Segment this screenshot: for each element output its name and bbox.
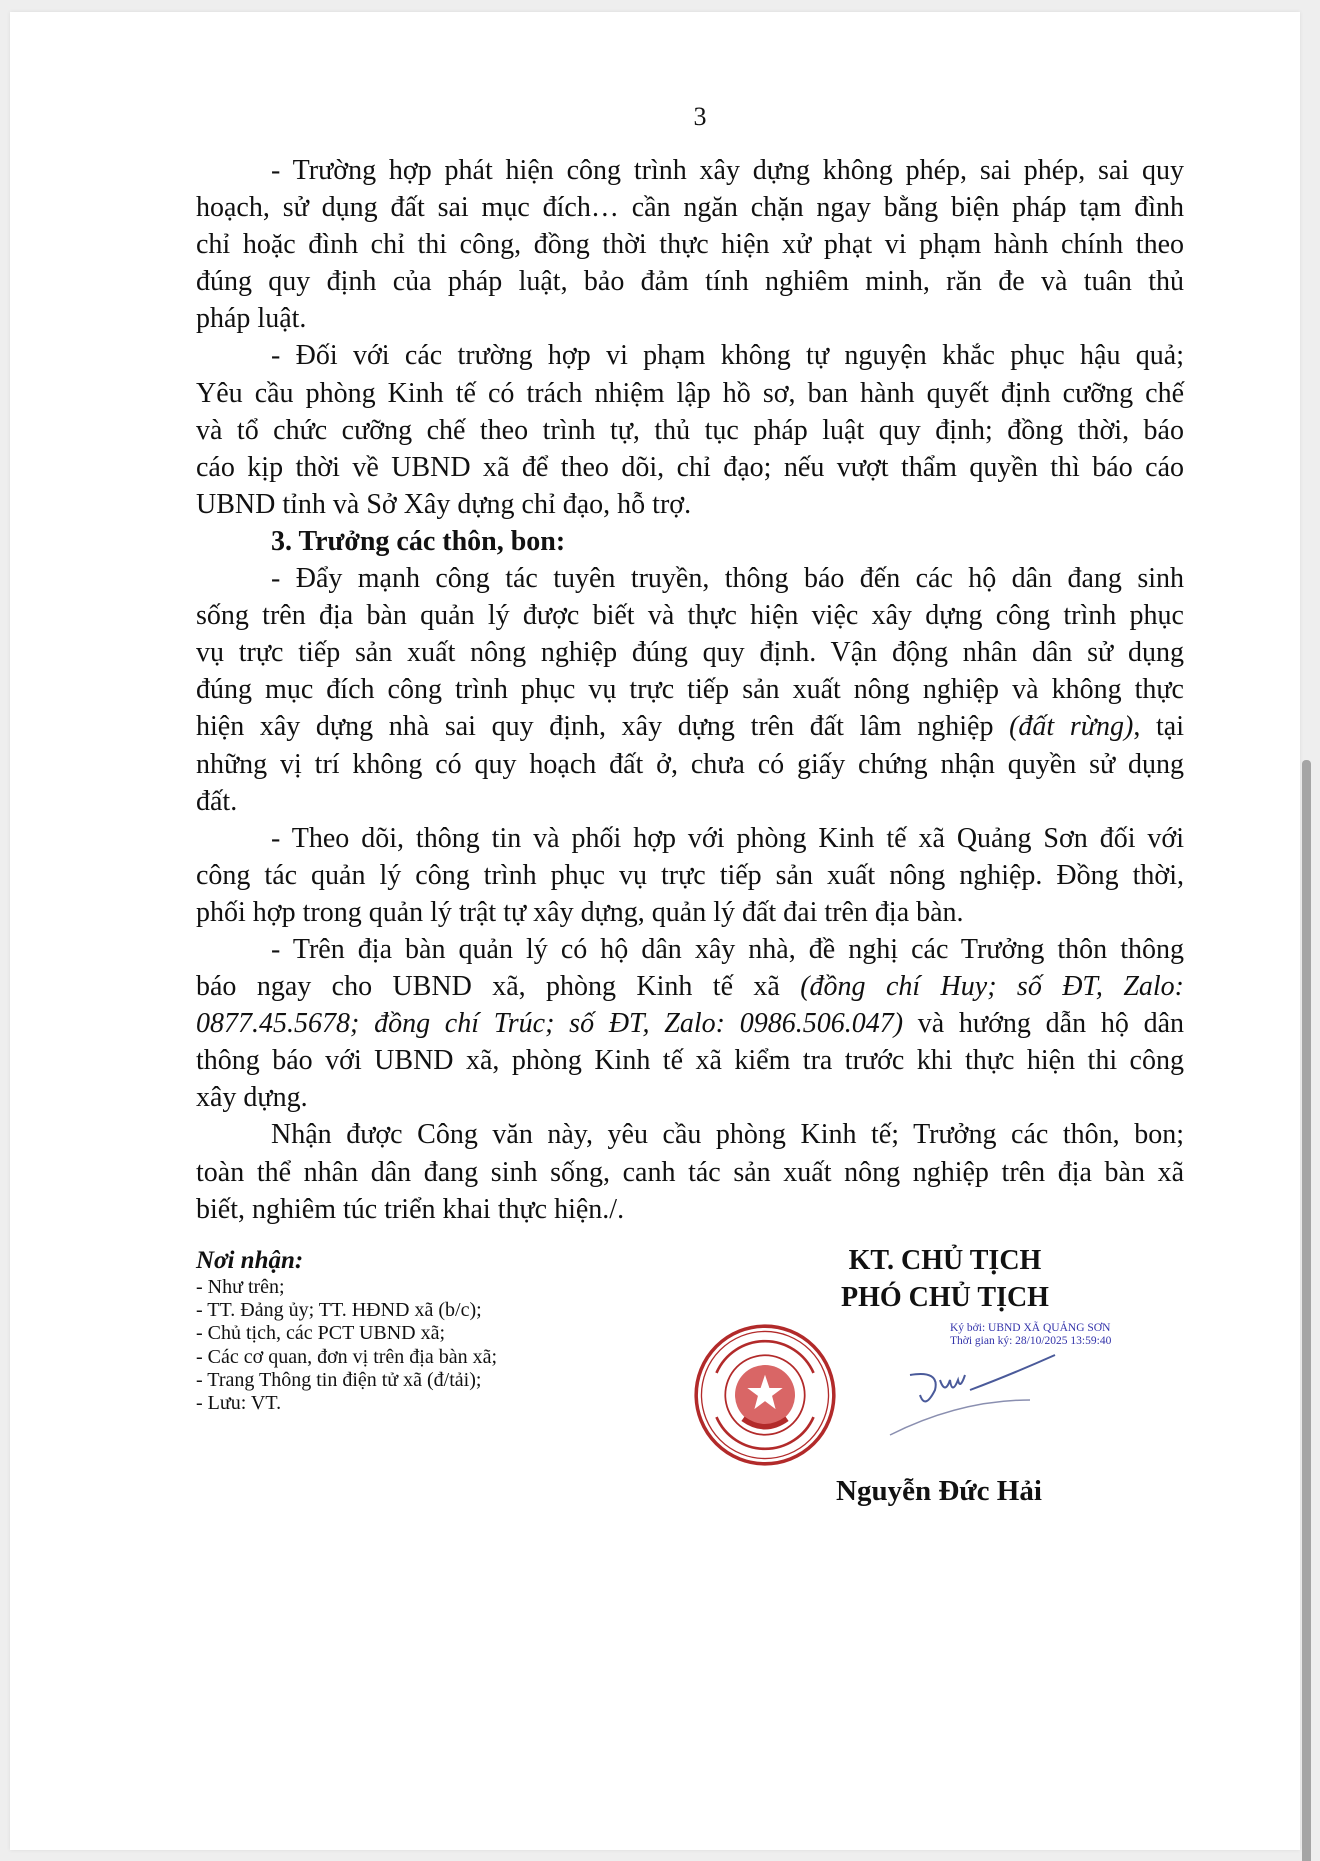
text-segment: vụ trực tiếp sản xuất nông nghiệp đúng quy định. Vận động nhân dân sử dụng xyxy=(196,637,1184,669)
text-segment: UBND tỉnh và Sở Xây dựng chỉ đạo, hỗ trợ. xyxy=(196,488,692,520)
text-line xyxy=(196,449,1184,486)
recipients-block xyxy=(196,1246,497,1415)
recipient-item: - TT. Đảng ủy; TT. HĐND xã (b/c); xyxy=(196,1299,482,1322)
recipient-item: - Trang Thông tin điện tử xã (đ/tải); xyxy=(196,1368,482,1391)
text-segment: phối hợp trong quản lý trật tự xây dựng, quản lý đất đai trên địa bàn. xyxy=(196,896,964,928)
text-line xyxy=(196,634,1184,671)
signer-title-1: KT. CHỦ TỊCH xyxy=(848,1245,1042,1276)
text-segment: 3. Trưởng các thôn, bon: xyxy=(271,525,566,557)
text-line xyxy=(196,337,1184,374)
text-segment: , tại xyxy=(1133,711,1184,743)
text-segment: hoạch, sử dụng đất sai mục đích… cần ngăn chặn ngay bằng biện pháp tạm đình xyxy=(196,192,1184,224)
text-line xyxy=(196,1116,1184,1153)
text-line xyxy=(196,486,1184,523)
official-seal-icon xyxy=(690,1320,840,1470)
text-line xyxy=(196,1079,1184,1116)
scrollbar-thumb[interactable] xyxy=(1302,760,1311,1861)
text-line xyxy=(196,375,1184,412)
text-line xyxy=(196,894,1184,931)
text-segment: những vị trí không có quy hoạch đất ở, chưa có giấy chứng nhận quyền sử dụng xyxy=(196,748,1184,780)
signer-name: Nguyễn Đức Hải xyxy=(836,1475,1042,1507)
text-segment: pháp luật. xyxy=(196,303,307,335)
text-segment: cáo kịp thời về UBND xã để theo dõi, chỉ đạo; nếu vượt thẩm quyền thì báo cáo xyxy=(196,451,1184,483)
text-line xyxy=(196,412,1184,449)
text-segment: - Trên địa bàn quản lý có hộ dân xây nhà, đề nghị các Trưởng thôn thông xyxy=(271,933,1184,965)
text-line xyxy=(196,746,1184,783)
text-line xyxy=(196,226,1184,263)
handwritten-signature-icon xyxy=(880,1350,1080,1440)
text-segment: sống trên địa bàn quản lý được biết và thực hiện việc xây dựng công trình phục xyxy=(196,600,1184,632)
text-segment: biết, nghiêm túc triển khai thực hiện./. xyxy=(196,1193,625,1225)
text-line xyxy=(196,820,1184,857)
text-segment: Yêu cầu phòng Kinh tế có trách nhiệm lập hồ sơ, ban hành quyết định cưỡng chế xyxy=(196,377,1184,409)
text-segment: hiện xây dựng nhà sai quy định, xây dựng trên đất lâm nghiệp xyxy=(196,711,1010,743)
text-segment: - Đẩy mạnh công tác tuyên truyền, thông báo đến các hộ dân đang sinh xyxy=(271,563,1184,595)
text-line xyxy=(196,1005,1184,1042)
text-line xyxy=(196,1154,1184,1191)
text-line xyxy=(196,263,1184,300)
text-line xyxy=(196,1042,1184,1079)
text-line xyxy=(196,152,1184,189)
text-segment: - Theo dõi, thông tin và phối hợp với phòng Kinh tế xã Quảng Sơn đối với xyxy=(271,822,1184,854)
signer-title-2: PHÓ CHỦ TỊCH xyxy=(841,1282,1049,1313)
text-segment: thông báo với UBND xã, phòng Kinh tế xã kiểm tra trước khi thực hiện thi công xyxy=(196,1045,1184,1077)
text-segment: đúng quy định của pháp luật, bảo đảm tính nghiêm minh, răn đe và tuân thủ xyxy=(196,266,1184,298)
recipient-item: - Chủ tịch, các PCT UBND xã; xyxy=(196,1322,446,1345)
text-line xyxy=(196,1191,1184,1228)
document-body xyxy=(196,152,1184,1228)
digital-signature-info xyxy=(950,1322,1111,1348)
document-page xyxy=(10,12,1300,1850)
signed-time: Thời gian ký: 28/10/2025 13:59:40 xyxy=(950,1335,1112,1347)
recipient-item: - Lưu: VT. xyxy=(196,1392,282,1415)
recipient-item: - Như trên; xyxy=(196,1276,285,1298)
text-line xyxy=(196,560,1184,597)
text-segment: báo ngay cho UBND xã, phòng Kinh tế xã xyxy=(196,971,801,1003)
text-line xyxy=(196,968,1184,1005)
recipients-heading: Nơi nhận: xyxy=(196,1247,304,1274)
text-line xyxy=(196,931,1184,968)
text-line xyxy=(196,783,1184,820)
text-segment: và hướng dẫn hộ dân xyxy=(903,1008,1184,1040)
text-segment: Nhận được Công văn này, yêu cầu phòng Kinh tế; Trưởng các thôn, bon; xyxy=(271,1119,1184,1151)
text-segment: và tổ chức cưỡng chế theo trình tự, thủ tục pháp luật quy định; đồng thời, báo xyxy=(196,414,1184,446)
italic-text: 0877.45.5678; đồng chí Trúc; số ĐT, Zalo: 0986.506.047) xyxy=(196,1008,904,1040)
section-heading xyxy=(196,523,1184,560)
text-line xyxy=(196,671,1184,708)
text-segment: - Đối với các trường hợp vi phạm không tự nguyện khắc phục hậu quả; xyxy=(271,340,1184,372)
text-line xyxy=(196,708,1184,745)
recipient-item: - Các cơ quan, đơn vị trên địa bàn xã; xyxy=(196,1345,498,1368)
text-segment: đúng mục đích công trình phục vụ trực tiếp sản xuất nông nghiệp và không thực xyxy=(196,674,1184,706)
text-line xyxy=(196,300,1184,337)
signed-by: Ký bởi: UBND XÃ QUẢNG SƠN xyxy=(950,1322,1111,1334)
page-number: 3 xyxy=(693,102,707,131)
text-segment: đất. xyxy=(196,785,238,817)
italic-text: (đồng chí Huy; số ĐT, Zalo: xyxy=(800,971,1184,1003)
text-segment: chỉ hoặc đình chỉ thi công, đồng thời thực hiện xử phạt vi phạm hành chính theo xyxy=(196,229,1184,261)
text-segment: công tác quản lý công trình phục vụ trực tiếp sản xuất nông nghiệp. Đồng thời, xyxy=(196,859,1184,891)
text-line xyxy=(196,189,1184,226)
text-line xyxy=(196,597,1184,634)
text-segment: xây dựng. xyxy=(196,1082,308,1114)
text-segment: - Trường hợp phát hiện công trình xây dựng không phép, sai phép, sai quy xyxy=(271,155,1184,186)
text-segment: toàn thể nhân dân đang sinh sống, canh tác sản xuất nông nghiệp trên địa bàn xã xyxy=(196,1156,1184,1188)
italic-text: (đất rừng) xyxy=(1009,711,1134,743)
text-line xyxy=(196,857,1184,894)
